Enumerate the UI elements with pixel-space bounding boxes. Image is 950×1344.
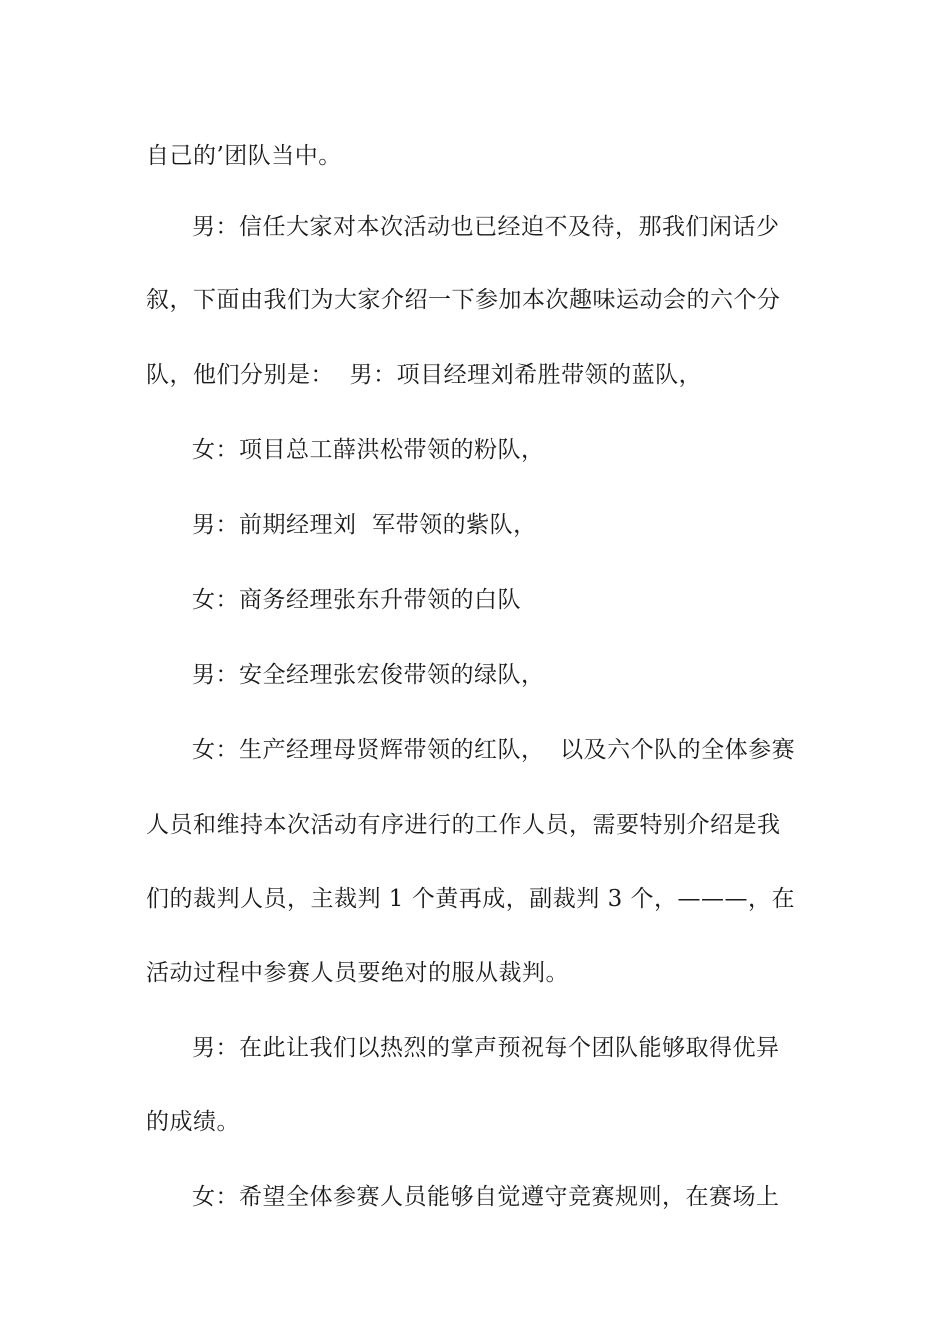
- text-line: 女：项目总工薛洪松带领的粉队，: [192, 437, 545, 463]
- text-line: 自己的’团队当中。: [146, 143, 342, 169]
- text-line: 男：前期经理刘 军带领的紫队，: [192, 512, 537, 538]
- text-line: 的成绩。: [146, 1109, 240, 1135]
- text-line: 男：在此让我们以热烈的掌声预祝每个团队能够取得优异: [192, 1035, 780, 1061]
- text-line: 队，他们分别是： 男：项目经理刘希胜带领的蓝队，: [146, 362, 703, 388]
- text-line: 活动过程中参赛人员要绝对的服从裁判。: [146, 960, 569, 986]
- text-line: 女：生产经理母贤辉带领的红队， 以及六个队的全体参赛: [192, 737, 796, 763]
- text-line: 人员和维持本次活动有序进行的工作人员，需要特别介绍是我: [146, 812, 781, 838]
- text-line: 叙，下面由我们为大家介绍一下参加本次趣味运动会的六个分: [146, 287, 781, 313]
- text-line: 女：希望全体参赛人员能够自觉遵守竞赛规则，在赛场上: [192, 1184, 780, 1210]
- text-line: 男：信任大家对本次活动也已经迫不及待，那我们闲话少: [192, 214, 780, 240]
- text-line: 们的裁判人员，主裁判 1 个黄再成，副裁判 3 个，———，在: [146, 886, 796, 912]
- text-line: 男：安全经理张宏俊带领的绿队，: [192, 662, 545, 688]
- text-line: 女：商务经理张东升带领的白队: [192, 587, 521, 613]
